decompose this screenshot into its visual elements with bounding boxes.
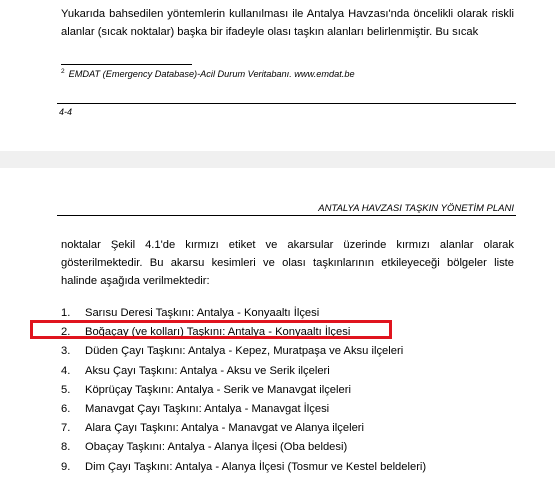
body-paragraph-top: Yukarıda bahsedilen yöntemlerin kullanılması ile Antalya Havzası'nda öncelikli olarak riskli alanlar (sıcak noktalar) başka bir ifadeyle olası taşkın alanları belirlenmiştir. Bu sıcak	[61, 8, 514, 38]
list-item-text: Obaçay Taşkını: Antalya - Alanya İlçesi (Oba beldesi)	[85, 441, 348, 454]
list-item-text: Düden Çayı Taşkını: Antalya - Kepez, Muratpaşa ve Aksu ilçeleri	[85, 345, 404, 358]
list-item-number: 4.	[61, 364, 71, 377]
footnote-marker: 2	[61, 68, 65, 75]
list-item	[61, 381, 426, 400]
list-item-number: 3.	[61, 345, 71, 358]
list-item	[61, 419, 426, 438]
page-number: 4-4	[59, 107, 73, 117]
list-item-number: 8.	[61, 441, 71, 454]
page-footer-rule	[57, 103, 516, 104]
list-item-number: 5.	[61, 383, 71, 396]
list-item-number: 6.	[61, 402, 71, 415]
document-page-top	[0, 0, 555, 151]
running-header: ANTALYA HAVZASI TAŞKIN YÖNETİM PLANI	[318, 203, 514, 214]
document-page-bottom	[0, 168, 555, 497]
list-item	[61, 342, 426, 361]
body-paragraph-bottom: noktalar Şekil 4.1'de kırmızı etiket ve akarsular üzerinde kırmızı alanlar olarak gösterilmektedir. Bu akarsu kesimleri ve olası taşkınlarının etkileyeceği bölgeler liste halinde aşağıda verilmektedir:	[61, 239, 514, 287]
header-rule	[57, 215, 516, 216]
list-item	[61, 438, 426, 457]
footnote-text: EMDAT (Emergency Database)-Acil Durum Veritabanı. www.emdat.be	[68, 69, 355, 79]
list-item-text: Boğaçay (ve kolları) Taşkını: Antalya - Konyaaltı İlçesi	[85, 326, 351, 339]
list-item-number: 1.	[61, 307, 71, 319]
list-item-text: Aksu Çayı Taşkını: Antalya - Aksu ve Serik ilçeleri	[85, 364, 330, 377]
list-item-text: Köprüçay Taşkını: Antalya - Serik ve Manavgat ilçeleri	[85, 383, 351, 396]
page-gap	[0, 151, 555, 168]
list-item	[61, 458, 426, 477]
highlight-box	[30, 320, 392, 339]
list-item-number: 9.	[61, 460, 71, 473]
list-item-number: 7.	[61, 422, 71, 435]
list-item	[61, 400, 426, 419]
footnote	[61, 69, 355, 79]
list-item-text: Sarısu Deresi Taşkını: Antalya - Konyaaltı İlçesi	[85, 307, 320, 319]
list-item	[61, 362, 426, 381]
list-item-text: Alara Çayı Taşkını: Antalya - Manavgat ve Alanya ilçeleri	[85, 422, 364, 435]
list-item-number: 2.	[61, 326, 71, 339]
footnote-separator	[61, 64, 192, 65]
list-item-text: Manavgat Çayı Taşkını: Antalya - Manavgat İlçesi	[85, 402, 330, 415]
list-item-text: Dim Çayı Taşkını: Antalya - Alanya İlçesi (Tosmur ve Kestel beldeleri)	[85, 460, 427, 473]
